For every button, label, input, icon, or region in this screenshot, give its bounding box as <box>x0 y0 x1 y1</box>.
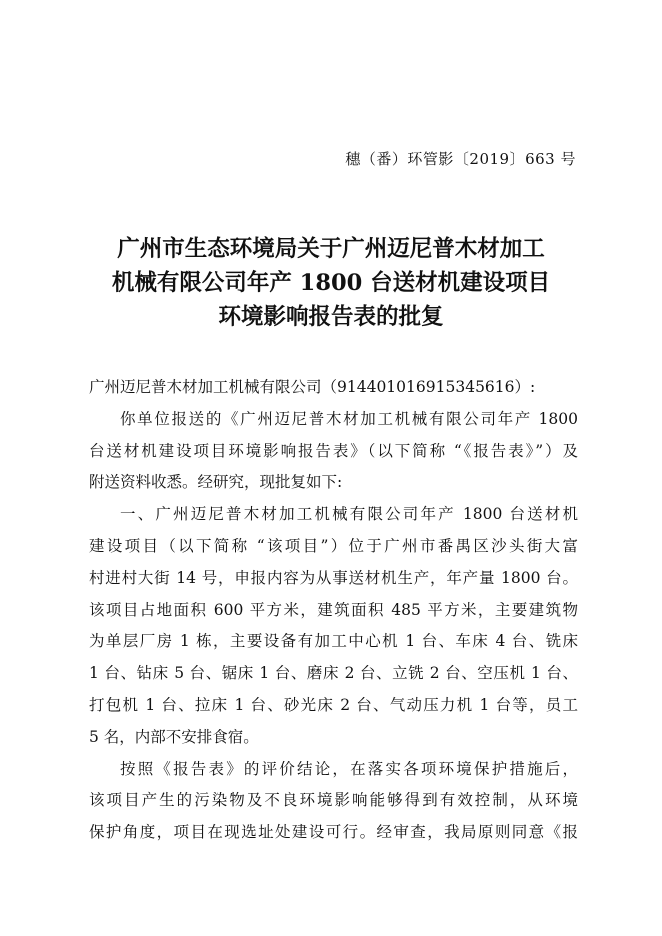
addressee-line: 广州迈尼普木材加工机械有限公司（914401016915345616）: <box>89 378 536 396</box>
paragraph-1 <box>89 404 578 499</box>
paragraph-line: 该项目产生的污染物及不良环境影响能够得到有效控制，从环境 <box>89 791 578 810</box>
document-body <box>89 372 578 849</box>
paragraph-line: 该项目占地面积 600 平方米，建筑面积 485 平方米，主要建筑物 <box>89 600 578 619</box>
title-line: 环境影响报告表的批复 <box>218 304 444 330</box>
title-line: 广州市生态环境局关于广州迈尼普木材加工 <box>117 236 545 262</box>
paragraph-line: 附送资料收悉。经研究，现批复如下: <box>89 473 343 492</box>
title-line: 机械有限公司年产 1800 台送材机建设项目 <box>111 270 551 296</box>
paragraph-2 <box>89 499 578 753</box>
paragraph-3 <box>89 754 578 849</box>
paragraph-line: 按照《报告表》的评价结论，在落实各项环境保护措施后， <box>120 759 578 778</box>
paragraph-line: 你单位报送的《广州迈尼普木材加工机械有限公司年产 1800 <box>120 409 578 428</box>
paragraph-line: 建设项目（以下简称 “该项目”）位于广州市番禺区沙头街大富 <box>89 536 578 555</box>
paragraph-line: 为单层厂房 1 栋，主要设备有加工中心机 1 台、车床 4 台、铣床 <box>89 632 578 651</box>
paragraph-line: 台送材机建设项目环境影响报告表》（以下简称 “《报告表》”）及 <box>89 441 578 460</box>
paragraph-line: 打包机 1 台、拉床 1 台、砂光床 2 台、气动压力机 1 台等，员工 <box>89 695 578 714</box>
paragraph-line: 5 名，内部不安排食宿。 <box>89 727 259 746</box>
paragraph-line: 1 台、钻床 5 台、锯床 1 台、磨床 2 台、立铣 2 台、空压机 1 台、 <box>89 664 578 683</box>
document-number: 穗（番）环管影〔2019〕663 号 <box>345 150 576 168</box>
paragraph-line: 一、广州迈尼普木材加工机械有限公司年产 1800 台送材机 <box>120 505 578 524</box>
paragraph-line: 村进村大街 14 号，申报内容为从事送材机生产，年产量 1800 台。 <box>89 568 578 587</box>
addressee <box>89 372 578 404</box>
document-title <box>80 232 582 334</box>
paragraph-line: 保护角度，项目在现选址处建设可行。经审查，我局原则同意《报 <box>89 823 578 842</box>
